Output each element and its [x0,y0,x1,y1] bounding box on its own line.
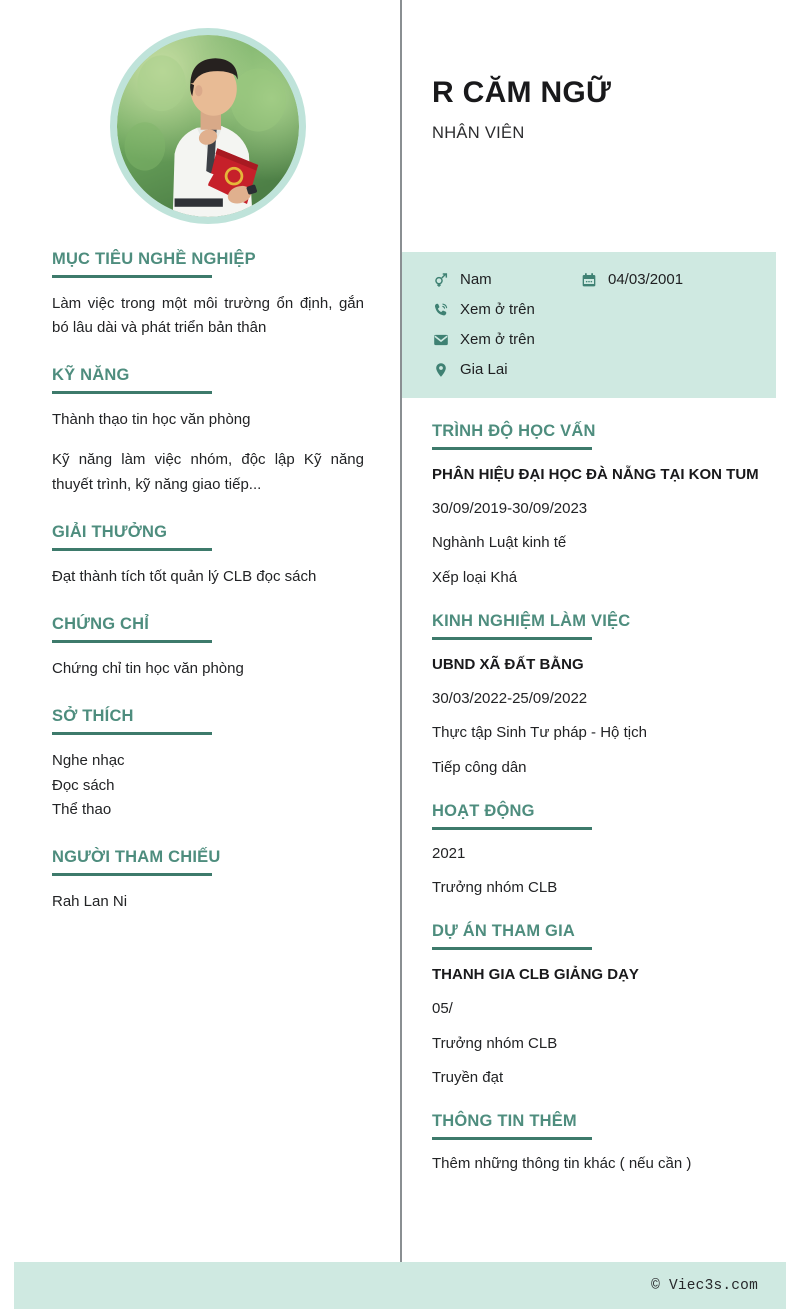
section-rule [52,640,212,643]
section-awards [52,523,364,589]
section-rule [52,275,212,278]
section-body-objective [52,292,364,341]
certificates-text: Chứng chỉ tin học văn phòng [52,659,244,677]
education-line: Xếp loại Khá [432,568,518,586]
skill-line: Kỹ năng làm việc nhóm, độc lập Kỹ năng thuyết trình, kỹ năng giao tiếp... [52,451,364,493]
section-activities [402,802,800,898]
list-item: Nghe nhạc [52,752,125,770]
section-title-certificates: CHỨNG CHỈ [52,615,150,634]
section-certificates [52,615,364,681]
avatar [110,28,306,224]
experience-line: Thực tập Sinh Tư pháp - Hộ tịch [432,724,647,742]
page-title: R CĂM NGỮ [432,76,612,109]
projects-line: Truyền đạt [432,1069,504,1087]
profile-photo [117,35,299,217]
awards-text: Đạt thành tích tốt quản lý CLB đọc sách [52,567,317,585]
phone-icon [432,301,449,319]
contact-spacer [580,301,776,319]
section-references [52,848,364,914]
contact-item-gender [432,271,580,289]
job-role: NHÂN VIÊN [432,123,525,142]
skill-line: Thành thạo tin học văn phòng [52,411,251,429]
section-title-more-info: THÔNG TIN THÊM [432,1112,577,1131]
education-entry-title: PHÂN HIỆU ĐẠI HỌC ĐÀ NẴNG TẠI KON TUM [432,465,759,483]
objective-text: Làm việc trong một môi trường ổn định, gắn bó lâu dài và phát triển bản thân [52,294,364,337]
section-education [402,422,800,588]
experience-line: 30/03/2022-25/09/2022 [432,690,588,708]
section-title-education: TRÌNH ĐỘ HỌC VẤN [432,422,596,440]
section-skills [52,366,364,497]
projects-line: 05/ [432,1000,453,1018]
references-text: Rah Lan Ni [52,893,128,911]
education-line: 30/09/2019-30/09/2023 [432,500,588,518]
section-body-hobbies [52,749,364,822]
section-title-activities: HOẠT ĐỘNG [432,801,535,820]
list-item: Đọc sách [52,776,115,794]
list-item: Thể thao [52,800,112,818]
section-title-awards: GIẢI THƯỞNG [52,523,168,542]
projects-entry-title: THANH GIA CLB GIẢNG DẠY [432,966,639,984]
experience-line: Tiếp công dân [432,758,527,776]
left-column [0,0,400,1270]
avatar-wrap [52,0,364,224]
contact-item-location [432,361,580,379]
contact-value-birthdate: 04/03/2001 [608,271,684,288]
contact-value-email: Xem ở trên [460,331,535,348]
section-hobbies [52,707,364,822]
section-objective [52,250,364,340]
section-body-certificates [52,657,364,681]
contact-item-email [432,331,580,349]
section-rule [432,447,592,450]
contact-item-birthdate [580,271,776,289]
contact-spacer [580,361,776,379]
contact-spacer [580,331,776,349]
section-rule [432,1137,592,1140]
section-projects [402,922,800,1088]
section-more-info [402,1112,800,1174]
footer-copyright: © Viec3s.com [651,1277,758,1294]
contact-value-location: Gia Lai [460,361,508,378]
footer [14,1262,786,1309]
activities-line: 2021 [432,844,466,862]
section-title-references: NGƯỜI THAM CHIẾU [52,848,221,867]
section-experience [402,612,800,778]
section-title-hobbies: SỞ THÍCH [52,707,134,726]
section-title-skills: KỸ NĂNG [52,366,130,385]
section-rule [432,827,592,830]
contact-value-gender: Nam [460,271,492,288]
right-column [400,0,800,1270]
section-body-references [52,890,364,914]
section-body-skills [52,408,364,497]
activities-line: Trưởng nhóm CLB [432,879,558,897]
more-info-text: Thêm những thông tin khác ( nếu cần ) [432,1155,692,1173]
section-rule [52,391,212,394]
section-rule [52,548,212,551]
location-icon [432,361,449,379]
section-title-objective: MỤC TIÊU NGHỀ NGHIỆP [52,250,256,268]
calendar-icon [580,271,597,289]
section-rule [52,732,212,735]
section-title-experience: KINH NGHIỆM LÀM VIỆC [432,611,631,630]
section-rule [432,637,592,640]
experience-entry-title: UBND XÃ ĐẤT BẰNG [432,655,584,673]
contact-item-phone [432,301,580,319]
projects-line: Trưởng nhóm CLB [432,1034,558,1052]
email-icon [432,331,449,349]
section-rule [432,947,592,950]
contact-panel [402,252,776,398]
section-rule [52,873,212,876]
contact-value-phone: Xem ở trên [460,301,535,318]
education-line: Nghành Luật kinh tế [432,534,567,552]
gender-icon [432,271,449,289]
section-title-projects: DỰ ÁN THAM GIA [432,922,575,941]
section-body-awards [52,565,364,589]
name-header [402,0,800,252]
contact-grid [432,271,776,379]
